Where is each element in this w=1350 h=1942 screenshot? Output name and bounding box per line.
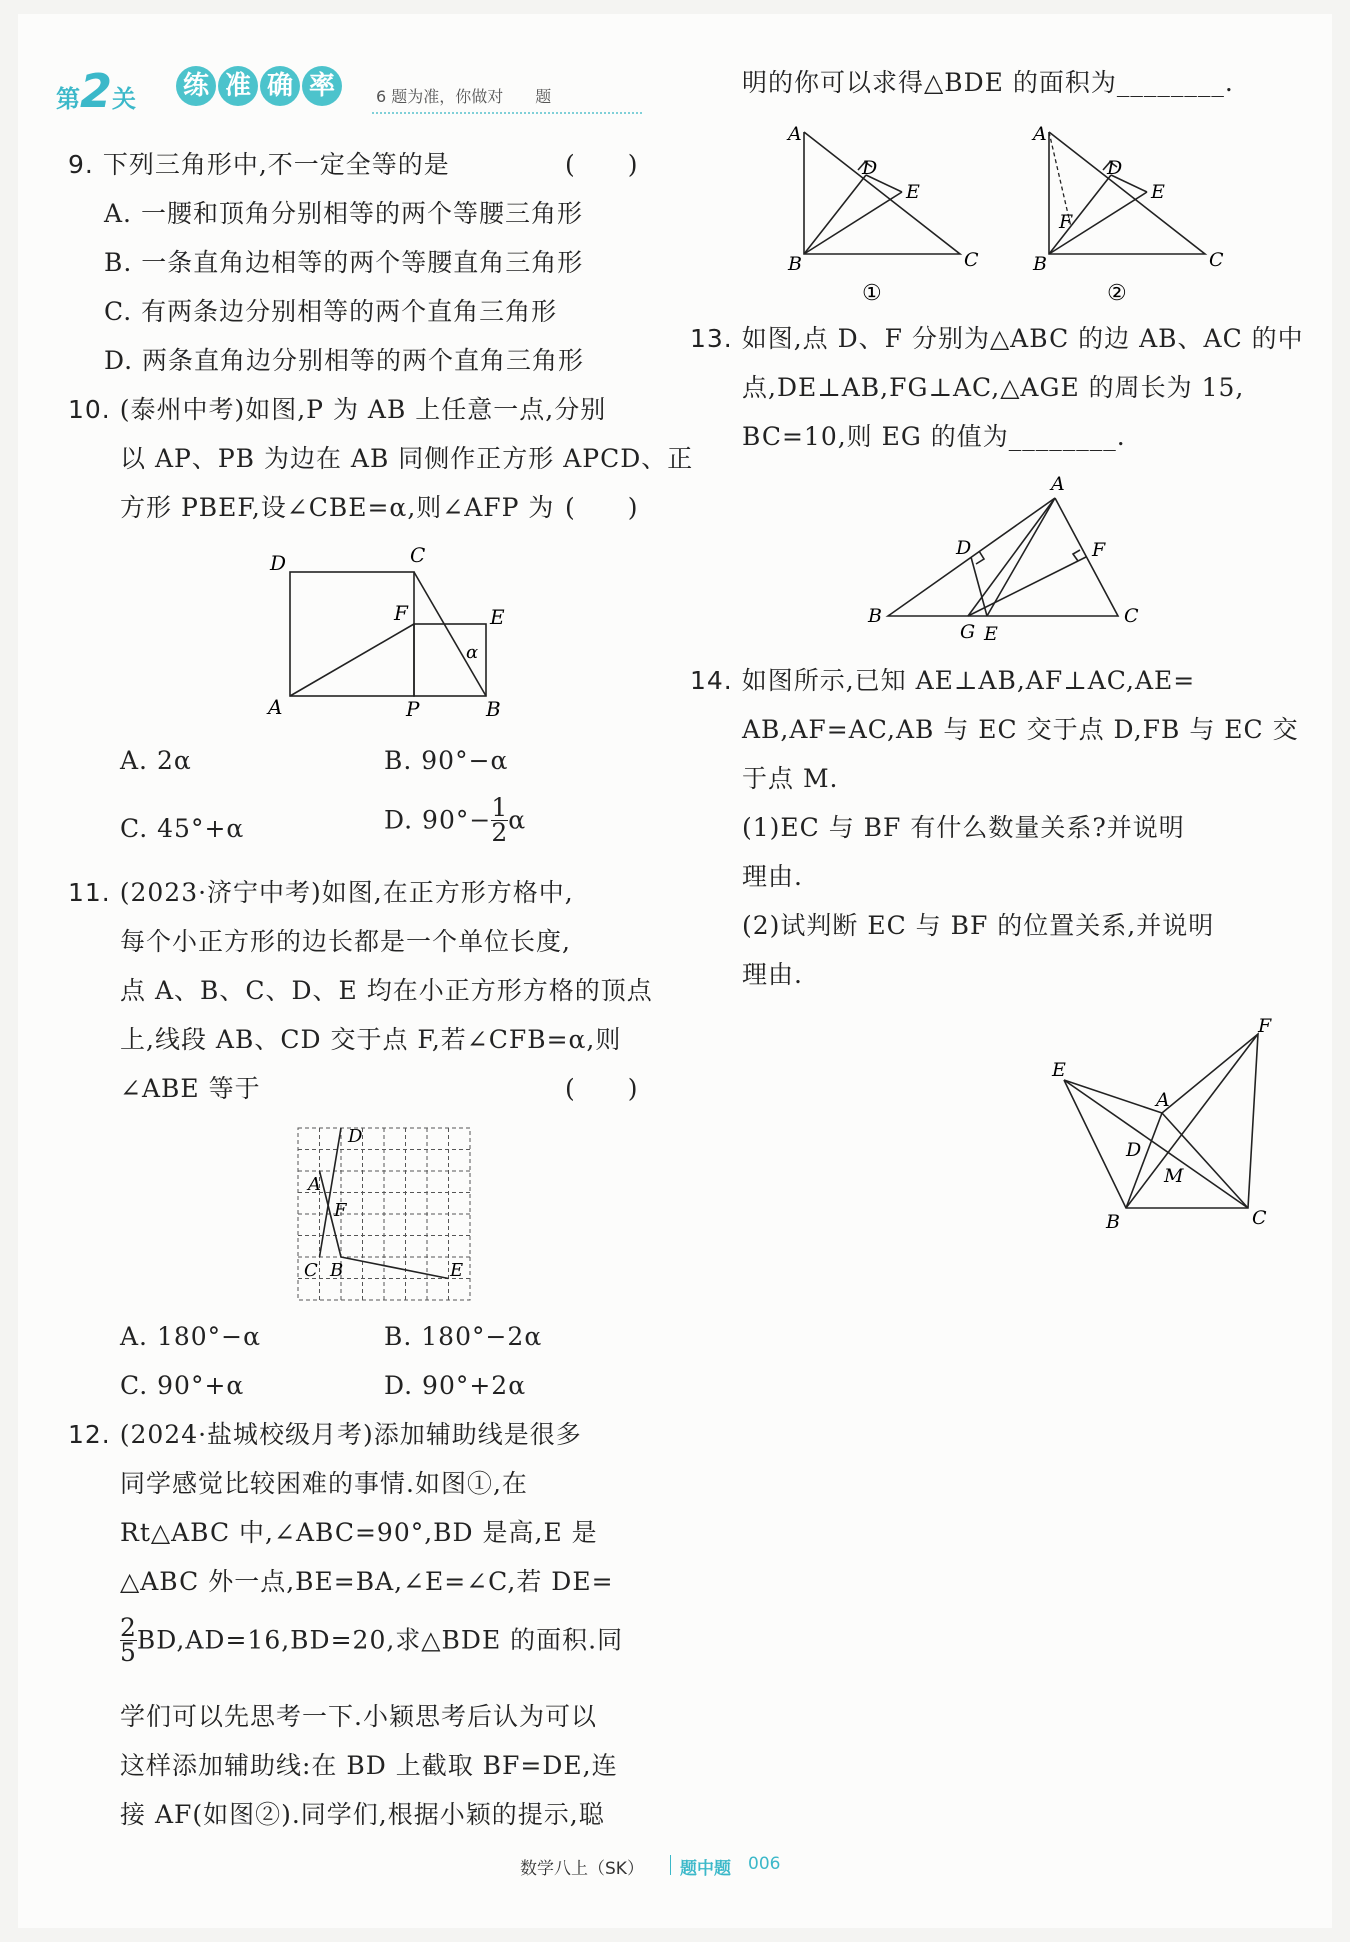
q14-figure <box>1040 1010 1280 1240</box>
q14-sub1-line-2: 理由. <box>742 862 803 891</box>
q11-option-c: C. 90°+α <box>120 1371 245 1400</box>
footer-divider <box>670 1855 671 1875</box>
q14-label-m: M <box>1164 1165 1184 1187</box>
q12-fig2-caption: ② <box>1107 281 1127 306</box>
q11-figure <box>290 1120 490 1304</box>
q11-label-b: B <box>330 1260 344 1281</box>
q11-line-2: 每个小正方形的边长都是一个单位长度, <box>120 927 571 956</box>
q12-figure-1 <box>770 116 990 306</box>
q14-line-1: 14. 如图所示,已知 AE⊥AB,AF⊥AC,AE= <box>690 666 1196 695</box>
q11-line-5: ∠ABE 等于 <box>120 1074 261 1103</box>
q14-sub1-line-1: (1)EC 与 BF 有什么数量关系?并说明 <box>742 813 1185 842</box>
q12-fig2-label-f: F <box>1059 211 1073 233</box>
q9-stem: 9. 下列三角形中,不一定全等的是 <box>68 150 450 179</box>
q10-label-a: A <box>268 695 283 719</box>
q9-option-a: A. 一腰和顶角分别相等的两个等腰三角形 <box>104 199 583 228</box>
q10-line-1: 10. (泰州中考)如图,P 为 AB 上任意一点,分别 <box>68 395 607 424</box>
q10-label-d: D <box>270 551 287 575</box>
q14-sub2-line-1: (2)试判断 EC 与 BF 的位置关系,并说明 <box>742 911 1215 940</box>
q12-line-2: 同学感觉比较困难的事情.如图①,在 <box>120 1469 528 1498</box>
q14-label-d: D <box>1126 1139 1142 1161</box>
q14-label-b: B <box>1106 1211 1120 1233</box>
q10-option-d: D. 90°− $\frac{1}{2}$ α <box>384 793 527 847</box>
q13-label-e: E <box>984 623 998 645</box>
q11-label-a: A <box>308 1174 321 1195</box>
q14-label-f: F <box>1258 1015 1272 1037</box>
q10-option-a: A. 2α <box>120 746 192 775</box>
q10-line-2: 以 AP、PB 为边在 AB 同侧作正方形 APCD、正 <box>120 444 694 473</box>
q12-line-4: △ABC 外一点,BE=BA,∠E=∠C,若 DE= <box>120 1567 614 1596</box>
q9-option-d: D. 两条直角边分别相等的两个直角三角形 <box>104 346 585 375</box>
q10-label-f: F <box>394 601 408 625</box>
q12-figure-2 <box>1015 116 1235 306</box>
title-char: 练 <box>176 66 216 106</box>
title-char: 准 <box>218 66 258 106</box>
q10-label-alpha: α <box>466 642 479 663</box>
q12-line-5: $\frac{2}{5}$ BD,AD=16,BD=20,求△BDE 的面积.同 <box>120 1613 624 1667</box>
q12-fig2-label-b: B <box>1033 253 1047 275</box>
q9-option-b: B. 一条直角边相等的两个等腰直角三角形 <box>104 248 584 277</box>
q11-option-b: B. 180°−2α <box>384 1322 543 1351</box>
q9-option-c: C. 有两条边分别相等的两个直角三角形 <box>104 297 558 326</box>
q12-line-7: 这样添加辅助线:在 BD 上截取 BF=DE,连 <box>120 1751 618 1780</box>
q12-fig1-label-d: D <box>862 157 878 179</box>
title-char: 确 <box>260 66 300 106</box>
q12-fig1-label-b: B <box>788 253 802 275</box>
q13-label-g: G <box>960 621 976 643</box>
q12-line-8: 接 AF(如图②).同学们,根据小颖的提示,聪 <box>120 1800 605 1829</box>
q11-option-d: D. 90°+2α <box>384 1371 527 1400</box>
q13-figure <box>860 470 1150 650</box>
q10-label-p: P <box>406 697 420 720</box>
q13-label-b: B <box>868 605 882 627</box>
q10-figure <box>260 540 520 720</box>
q12-fig1-label-e: E <box>906 181 920 203</box>
q12-line-3: Rt△ABC 中,∠ABC=90°,BD 是高,E 是 <box>120 1518 598 1547</box>
q9-paren: ( ) <box>565 150 639 179</box>
q11-label-c: C <box>304 1260 318 1281</box>
q10-option-c: C. 45°+α <box>120 814 245 843</box>
footer-series: 题中题 <box>680 1859 731 1879</box>
q11-label-f: F <box>334 1200 347 1221</box>
q12-fig2-label-e: E <box>1151 181 1165 203</box>
q14-line-3: 于点 M. <box>742 764 839 793</box>
q10-label-c: C <box>410 543 426 567</box>
banner-title <box>176 66 342 106</box>
q14-line-2: AB,AF=AC,AB 与 EC 交于点 D,FB 与 EC 交 <box>742 715 1299 744</box>
q14-label-e: E <box>1052 1059 1066 1081</box>
q11-paren: ( ) <box>565 1074 639 1103</box>
q12-fig1-label-c: C <box>964 249 979 271</box>
q11-line-4: 上,线段 AB、CD 交于点 F,若∠CFB=α,则 <box>120 1025 622 1054</box>
q11-label-d: D <box>348 1126 363 1147</box>
title-char: 率 <box>302 66 342 106</box>
q14-label-a: A <box>1156 1089 1170 1111</box>
q12-fig2-label-d: D <box>1107 157 1123 179</box>
stage-label: 第2关 <box>56 64 137 118</box>
q14-label-c: C <box>1252 1207 1267 1229</box>
q12-line-1: 12. (2024·盐城校级月考)添加辅助线是很多 <box>68 1420 582 1449</box>
q12-continuation: 明的你可以求得△BDE 的面积为________. <box>742 68 1234 97</box>
q12-fig2-label-a: A <box>1033 123 1047 145</box>
q11-option-a: A. 180°−α <box>120 1322 261 1351</box>
q12-fig1-label-a: A <box>788 123 802 145</box>
banner-hint: 6 题为准，你做对 题 <box>376 87 552 106</box>
q13-line-3: BC=10,则 EG 的值为________. <box>742 422 1126 451</box>
q13-label-c: C <box>1124 605 1139 627</box>
q12-fig1-caption: ① <box>862 281 882 306</box>
q10-label-b: B <box>486 697 501 720</box>
q11-line-1: 11. (2023·济宁中考)如图,在正方形方格中, <box>68 878 574 907</box>
q13-line-2: 点,DE⊥AB,FG⊥AC,△AGE 的周长为 15, <box>742 373 1245 402</box>
q10-option-b: B. 90°−α <box>384 746 509 775</box>
q13-label-d: D <box>956 537 972 559</box>
q12-fig2-label-c: C <box>1209 249 1224 271</box>
footer-book: 数学八上（SK） <box>520 1859 644 1879</box>
q13-line-1: 13. 如图,点 D、F 分别为△ABC 的边 AB、AC 的中 <box>690 324 1304 353</box>
q10-line-3: 方形 PBEF,设∠CBE=α,则∠AFP 为 <box>120 493 555 522</box>
q13-label-f: F <box>1092 539 1106 561</box>
q14-sub2-line-2: 理由. <box>742 960 803 989</box>
footer-page-number: 006 <box>748 1854 781 1874</box>
q11-line-3: 点 A、B、C、D、E 均在小正方形方格的顶点 <box>120 976 653 1005</box>
q13-label-a: A <box>1051 473 1065 495</box>
banner-divider <box>372 112 642 114</box>
q10-paren: ( ) <box>565 493 639 522</box>
q12-line-6: 学们可以先思考一下.小颖思考后认为可以 <box>120 1702 597 1731</box>
q10-label-e: E <box>490 605 505 629</box>
q11-label-e: E <box>450 1260 464 1281</box>
